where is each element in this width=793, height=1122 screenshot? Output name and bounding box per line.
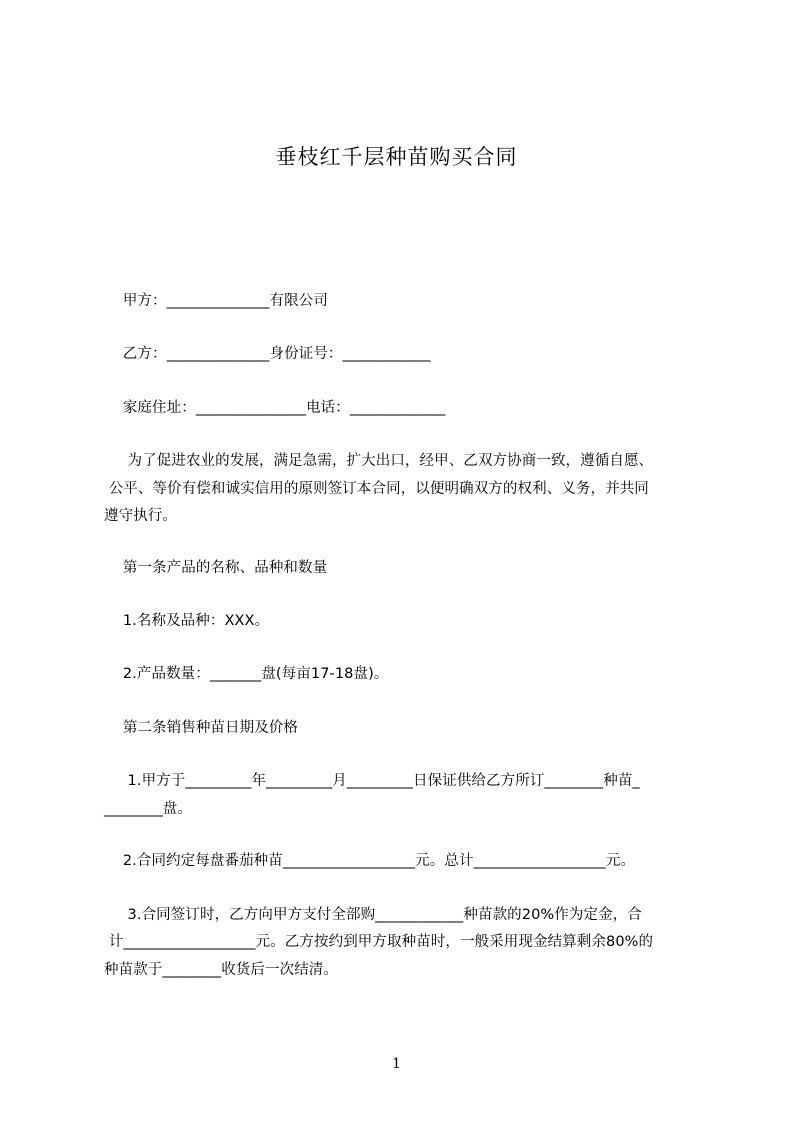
article-2-item-3-line-1: 3.合同签订时，乙方向甲方支付全部购____________种苗款的20%作为定金，合 [104,907,642,923]
article-2-item-1-line-2: ________盘。 [104,801,192,817]
article-2-heading: 第二条销售种苗日期及价格 [104,720,299,736]
article-1-item-2: 2.产品数量：_______盘(每亩17-18盘)。 [104,666,389,682]
article-1-heading: 第一条产品的名称、品种和数量 [104,560,328,576]
page-number: 1 [392,1056,401,1072]
address-phone-line: 家庭住址：_______________电话：_____________ [104,400,446,416]
contract-title: 垂枝红千层种苗购买合同 [275,145,518,169]
article-2-item-3-line-2: 计__________________元。乙方按约到甲方取种苗时，一般采用现金结算剩余80%的 [104,934,654,950]
article-2-item-1-line-1: 1.甲方于_________年_________月_________日保证供给乙方所订________种苗_ [104,773,640,789]
preamble-line-3: 遵守执行。 [104,508,177,524]
party-b-line: 乙方：______________身份证号：____________ [104,346,431,362]
preamble-line-2: 公平、等价有偿和诚实信用的原则签订本合同，以便明确双方的权利、义务，并共同 [104,481,649,497]
preamble-line-1: 为了促进农业的发展，满足急需，扩大出口，经甲、乙双方协商一致，遵循自愿、 [104,453,654,469]
article-2-item-2: 2.合同约定每盘番茄种苗__________________元。总计__________________元。 [104,853,636,869]
article-2-item-3-line-3: 种苗款于________收货后一次结清。 [104,962,338,978]
article-1-item-1: 1.名称及品种：XXX。 [104,613,270,629]
party-a-line: 甲方：______________有限公司 [104,293,328,309]
